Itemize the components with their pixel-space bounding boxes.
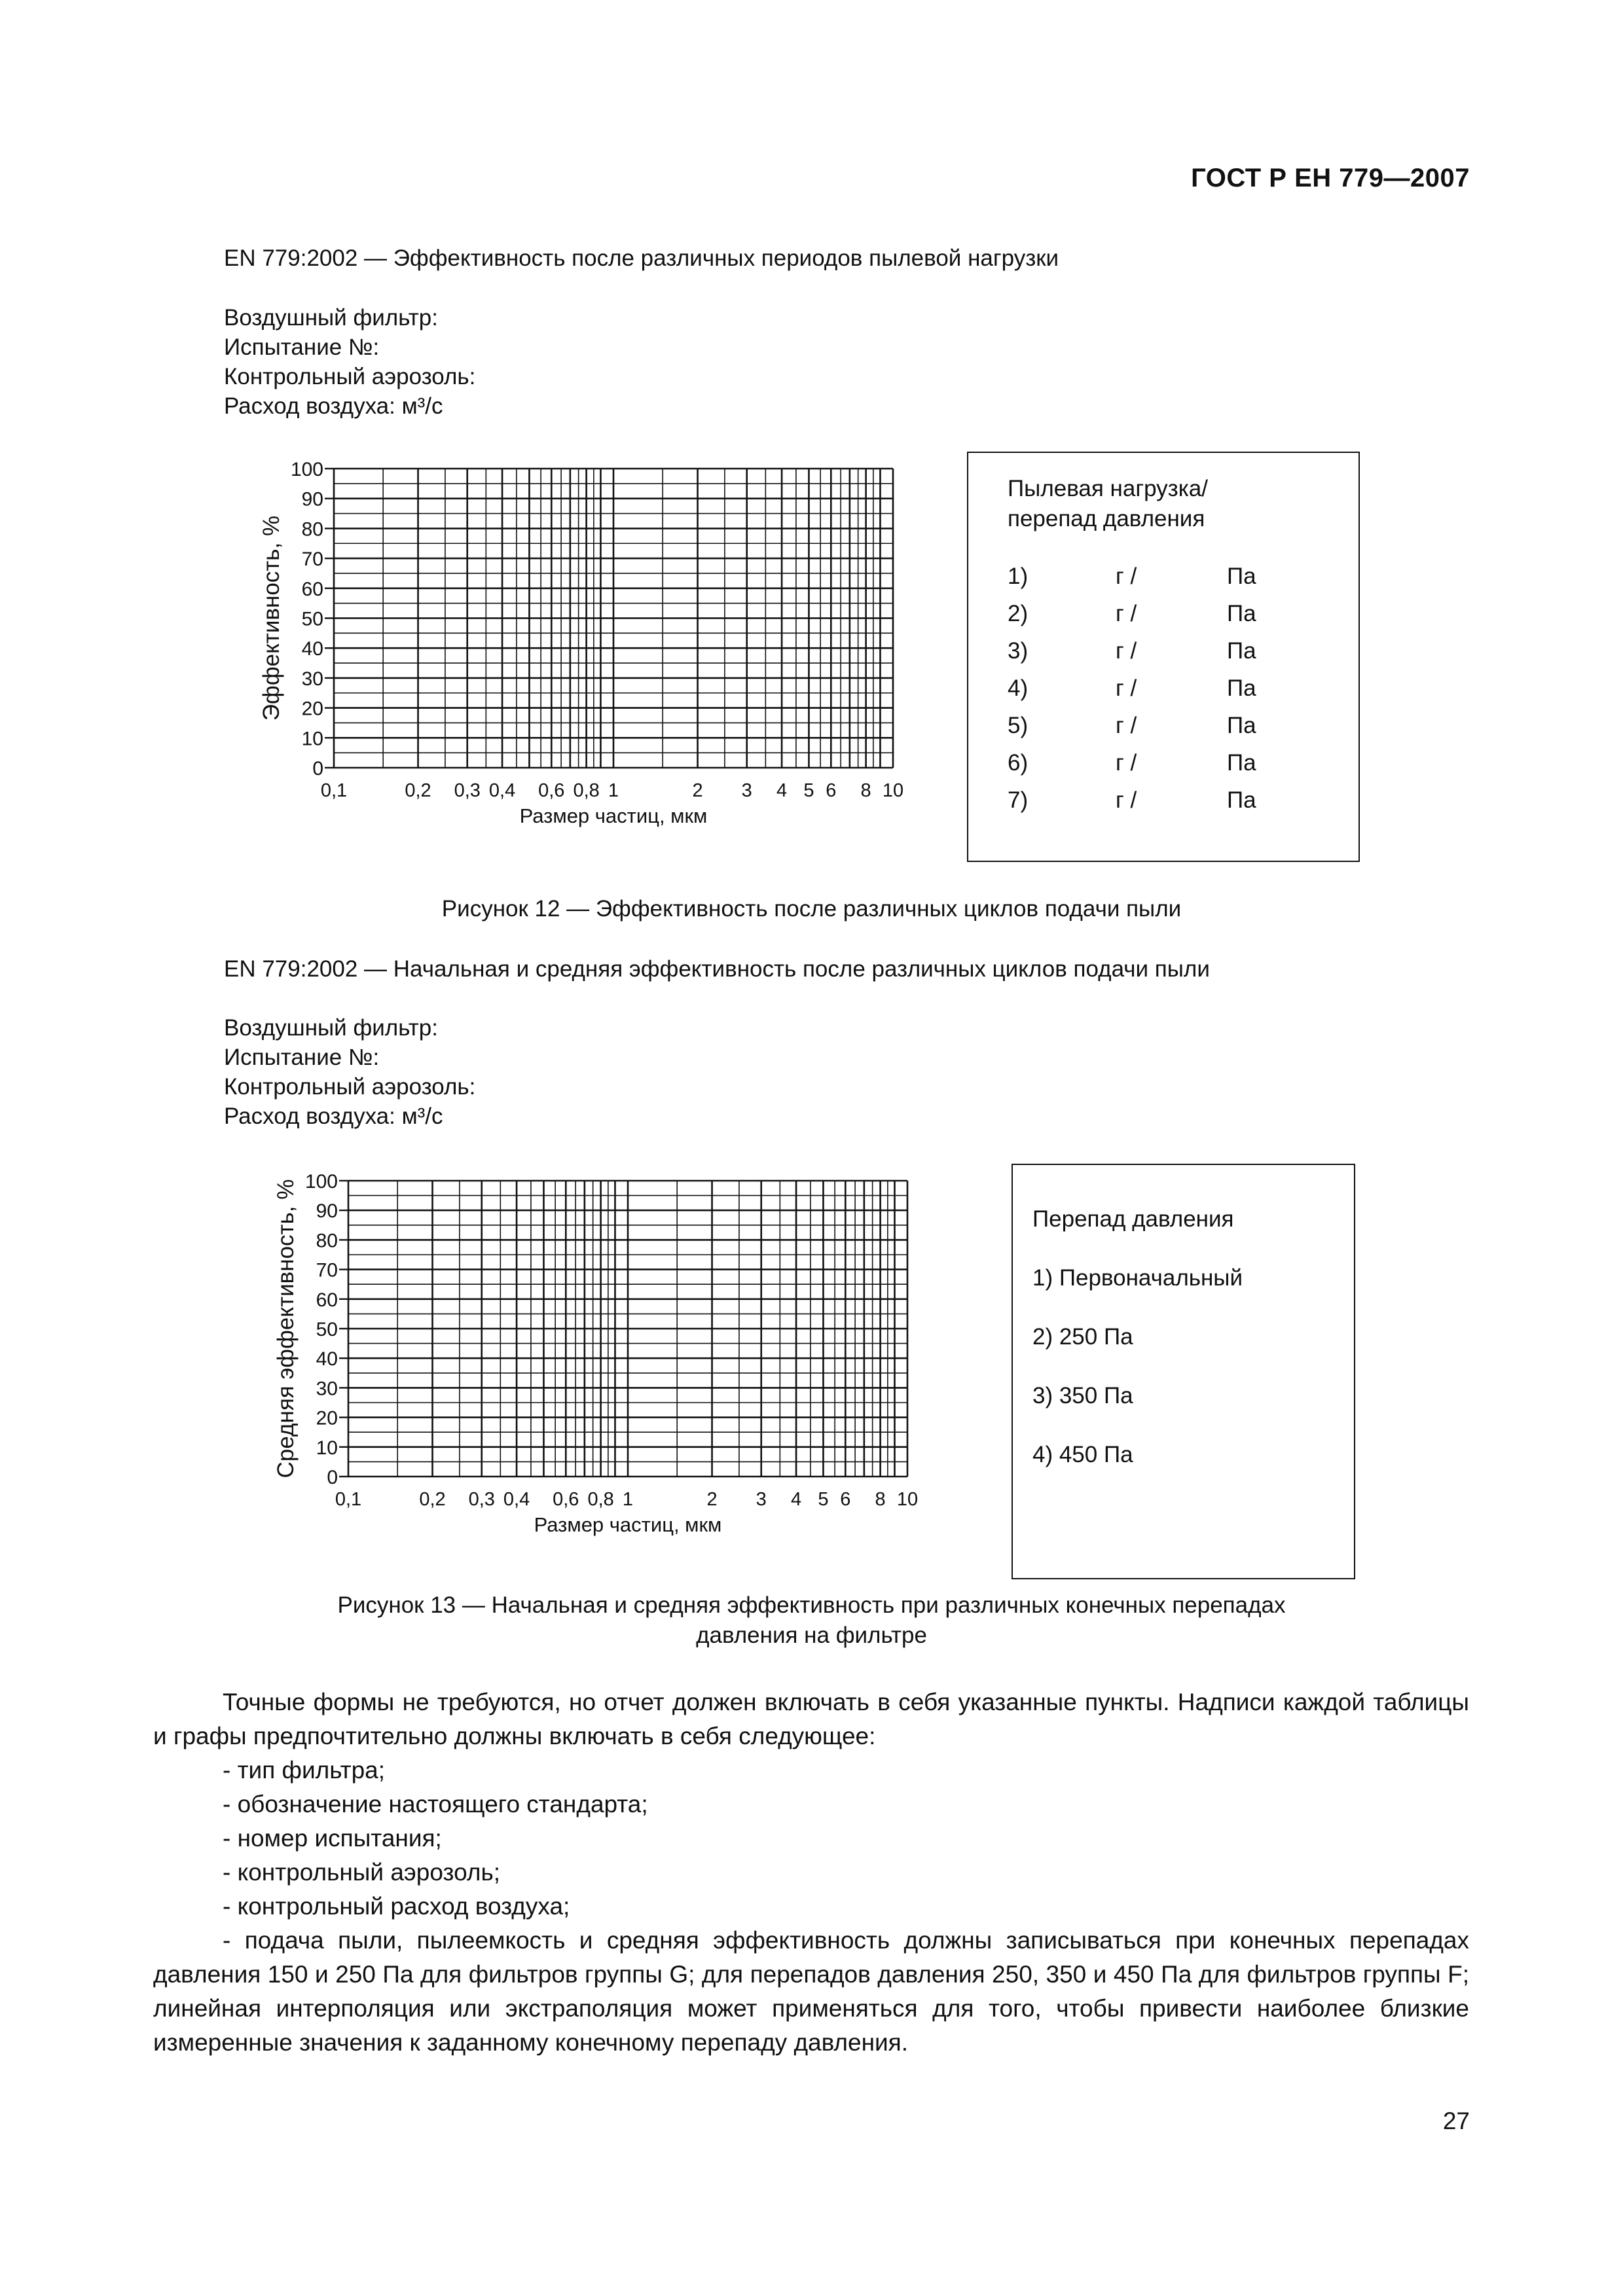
x-tick-label: 0,1 (320, 780, 348, 801)
legend-row-unit-g: г / (1116, 675, 1137, 701)
x-tick-label: 0,6 (538, 780, 565, 801)
x-tick-label: 5 (803, 780, 814, 801)
legend-row-number: 6) (1008, 749, 1029, 776)
document-code: ГОСТ Р ЕН 779—2007 (1191, 164, 1470, 192)
legend-row (1008, 558, 1256, 595)
x-tick-label: 5 (818, 1489, 829, 1510)
x-tick-label: 6 (826, 780, 837, 801)
x-tick-label: 0,3 (468, 1489, 495, 1510)
legend-row (1008, 632, 1256, 670)
legend-title-line2: перепад давления (1008, 506, 1205, 531)
legend-row-unit-pa: Па (1227, 563, 1256, 589)
x-tick-label: 0,1 (335, 1489, 362, 1510)
x-axis-label: Размер частиц, мкм (519, 804, 708, 827)
legend-row-unit-g: г / (1116, 749, 1137, 776)
y-tick-label: 90 (316, 1200, 338, 1223)
legend-item-350pa: 3) 350 Па (1032, 1383, 1133, 1408)
legend-row-unit-pa: Па (1227, 600, 1256, 626)
y-tick-label: 0 (327, 1467, 338, 1488)
x-axis-label: Размер частиц, мкм (534, 1513, 722, 1536)
x-tick-label: 10 (896, 1489, 919, 1510)
x-tick-label: 2 (706, 1489, 718, 1510)
meta-airflow: Расход воздуха: м³/с (224, 393, 443, 419)
figure13-intro: EN 779:2002 — Начальная и средняя эффективность после различных циклов подачи пыли (224, 956, 1210, 982)
meta-airflow: Расход воздуха: м³/с (224, 1103, 443, 1129)
legend-row-unit-g: г / (1116, 600, 1137, 626)
list-item: - контрольный аэрозоль; (223, 1859, 501, 1886)
y-tick-label: 20 (316, 1407, 338, 1429)
list-item: - обозначение настоящего стандарта; (223, 1791, 648, 1818)
x-tick-label: 1 (608, 780, 619, 801)
x-tick-label: 1 (622, 1489, 634, 1510)
legend-title-line1: Пылевая нагрузка/ (1008, 476, 1208, 501)
legend-row-unit-g: г / (1116, 712, 1137, 738)
y-tick-label: 10 (301, 728, 323, 750)
list-item: - номер испытания; (223, 1825, 442, 1852)
legend-row-unit-g: г / (1116, 563, 1137, 589)
x-tick-label: 0,6 (553, 1489, 579, 1510)
legend-row-unit-pa: Па (1227, 637, 1256, 664)
y-tick-label: 70 (301, 548, 323, 571)
figure13-caption-line1: Рисунок 13 — Начальная и средняя эффективность при различных конечных перепадах (337, 1592, 1286, 1618)
legend-row (1008, 781, 1256, 819)
x-tick-label: 8 (875, 1489, 886, 1510)
legend-title: Перепад давления (1032, 1206, 1234, 1232)
x-tick-label: 10 (882, 780, 904, 801)
x-tick-label: 4 (791, 1489, 802, 1510)
intro-paragraph: Точные формы не требуются, но отчет должен включать в себя указанные пункты. Надписи каждой таблицы и графы предпочтительно должны включать в себя следующее: (153, 1689, 1469, 1749)
figure12-chart (249, 452, 976, 844)
y-axis-label: Средняя эффективность, % (273, 1179, 299, 1479)
y-tick-label: 40 (316, 1348, 338, 1371)
figure12-meta (224, 303, 475, 421)
legend-item-initial: 1) Первоначальный (1032, 1265, 1243, 1291)
legend-row-number: 1) (1008, 563, 1029, 589)
y-tick-label: 90 (301, 488, 323, 511)
legend-rows (1008, 558, 1256, 819)
figure12-intro: EN 779:2002 — Эффективность после различных периодов пылевой нагрузки (224, 245, 1059, 271)
meta-aerosol: Контрольный аэрозоль: (224, 1074, 476, 1100)
y-tick-label: 60 (316, 1289, 338, 1311)
x-tick-label: 0,8 (587, 1489, 614, 1510)
figure13-meta (224, 1013, 475, 1131)
legend-row-number: 4) (1008, 675, 1029, 701)
legend-item-250pa: 2) 250 Па (1032, 1324, 1133, 1350)
legend-row-unit-pa: Па (1227, 675, 1256, 701)
legend-row-unit-pa: Па (1227, 749, 1256, 776)
x-tick-label: 2 (692, 780, 703, 801)
x-tick-label: 6 (840, 1489, 851, 1510)
y-tick-label: 10 (316, 1437, 338, 1459)
requirements-text (153, 1685, 1469, 2060)
meta-test-number: Испытание №: (224, 334, 380, 360)
list-item: - тип фильтра; (223, 1757, 385, 1784)
y-tick-label: 100 (304, 1171, 338, 1193)
x-tick-label: 8 (860, 780, 871, 801)
legend-row (1008, 744, 1256, 781)
legend-row-unit-g: г / (1116, 787, 1137, 813)
x-tick-label: 0,2 (405, 780, 431, 801)
y-axis-label: Эффективность, % (259, 515, 284, 721)
legend-row-unit-g: г / (1116, 637, 1137, 664)
y-tick-label: 50 (316, 1319, 338, 1340)
meta-aerosol: Контрольный аэрозоль: (224, 364, 476, 389)
x-tick-label: 3 (741, 780, 752, 801)
x-tick-label: 0,4 (488, 780, 516, 801)
y-tick-label: 50 (301, 608, 323, 630)
figure12-legend (967, 452, 1360, 862)
x-tick-label: 0,4 (503, 1489, 530, 1510)
y-tick-label: 80 (316, 1230, 338, 1252)
figure13-chart (262, 1164, 989, 1556)
y-tick-label: 0 (312, 758, 323, 780)
y-tick-label: 100 (290, 459, 323, 480)
x-tick-label: 0,8 (573, 780, 600, 801)
y-tick-label: 30 (301, 668, 323, 690)
figure13-caption (0, 1590, 1623, 1651)
y-tick-label: 80 (301, 518, 323, 541)
x-tick-label: 3 (756, 1489, 767, 1510)
legend-row (1008, 670, 1256, 707)
y-tick-label: 20 (301, 698, 323, 720)
legend-row-number: 2) (1008, 600, 1029, 626)
x-tick-label: 4 (776, 780, 788, 801)
legend-row (1008, 707, 1256, 744)
legend-row-number: 5) (1008, 712, 1029, 738)
meta-filter: Воздушный фильтр: (224, 1015, 438, 1041)
figure13-caption-line2: давления на фильтре (696, 1623, 927, 1648)
figure12-caption: Рисунок 12 — Эффективность после различных циклов подачи пыли (441, 896, 1182, 922)
legend-row-number: 3) (1008, 637, 1029, 664)
legend-row-unit-pa: Па (1227, 712, 1256, 738)
page-number: 27 (1442, 2108, 1470, 2134)
legend-row-unit-pa: Па (1227, 787, 1256, 813)
y-tick-label: 40 (301, 638, 323, 660)
x-tick-label: 0,2 (419, 1489, 446, 1510)
y-tick-label: 70 (316, 1259, 338, 1282)
x-tick-label: 0,3 (454, 780, 481, 801)
meta-test-number: Испытание №: (224, 1045, 380, 1070)
list-item: - контрольный расход воздуха; (223, 1893, 570, 1920)
y-tick-label: 30 (316, 1378, 338, 1400)
figure13-legend (1012, 1164, 1355, 1579)
closing-paragraph: - подача пыли, пылеемкость и средняя эффективность должны записываться при конечных перепадах давления 150 и 250 Па для фильтров группы G; для перепадов давления 250, 350 и 450 Па для фильтров группы F; линейная интерполяция или экстраполяция может применяться для того, чтобы привести наиболее близкие измеренные значения к заданному конечному перепаду давления. (153, 1927, 1469, 2056)
legend-row-number: 7) (1008, 787, 1029, 813)
legend-row (1008, 595, 1256, 632)
y-tick-label: 60 (301, 578, 323, 600)
meta-filter: Воздушный фильтр: (224, 305, 438, 331)
legend-item-450pa: 4) 450 Па (1032, 1442, 1133, 1467)
